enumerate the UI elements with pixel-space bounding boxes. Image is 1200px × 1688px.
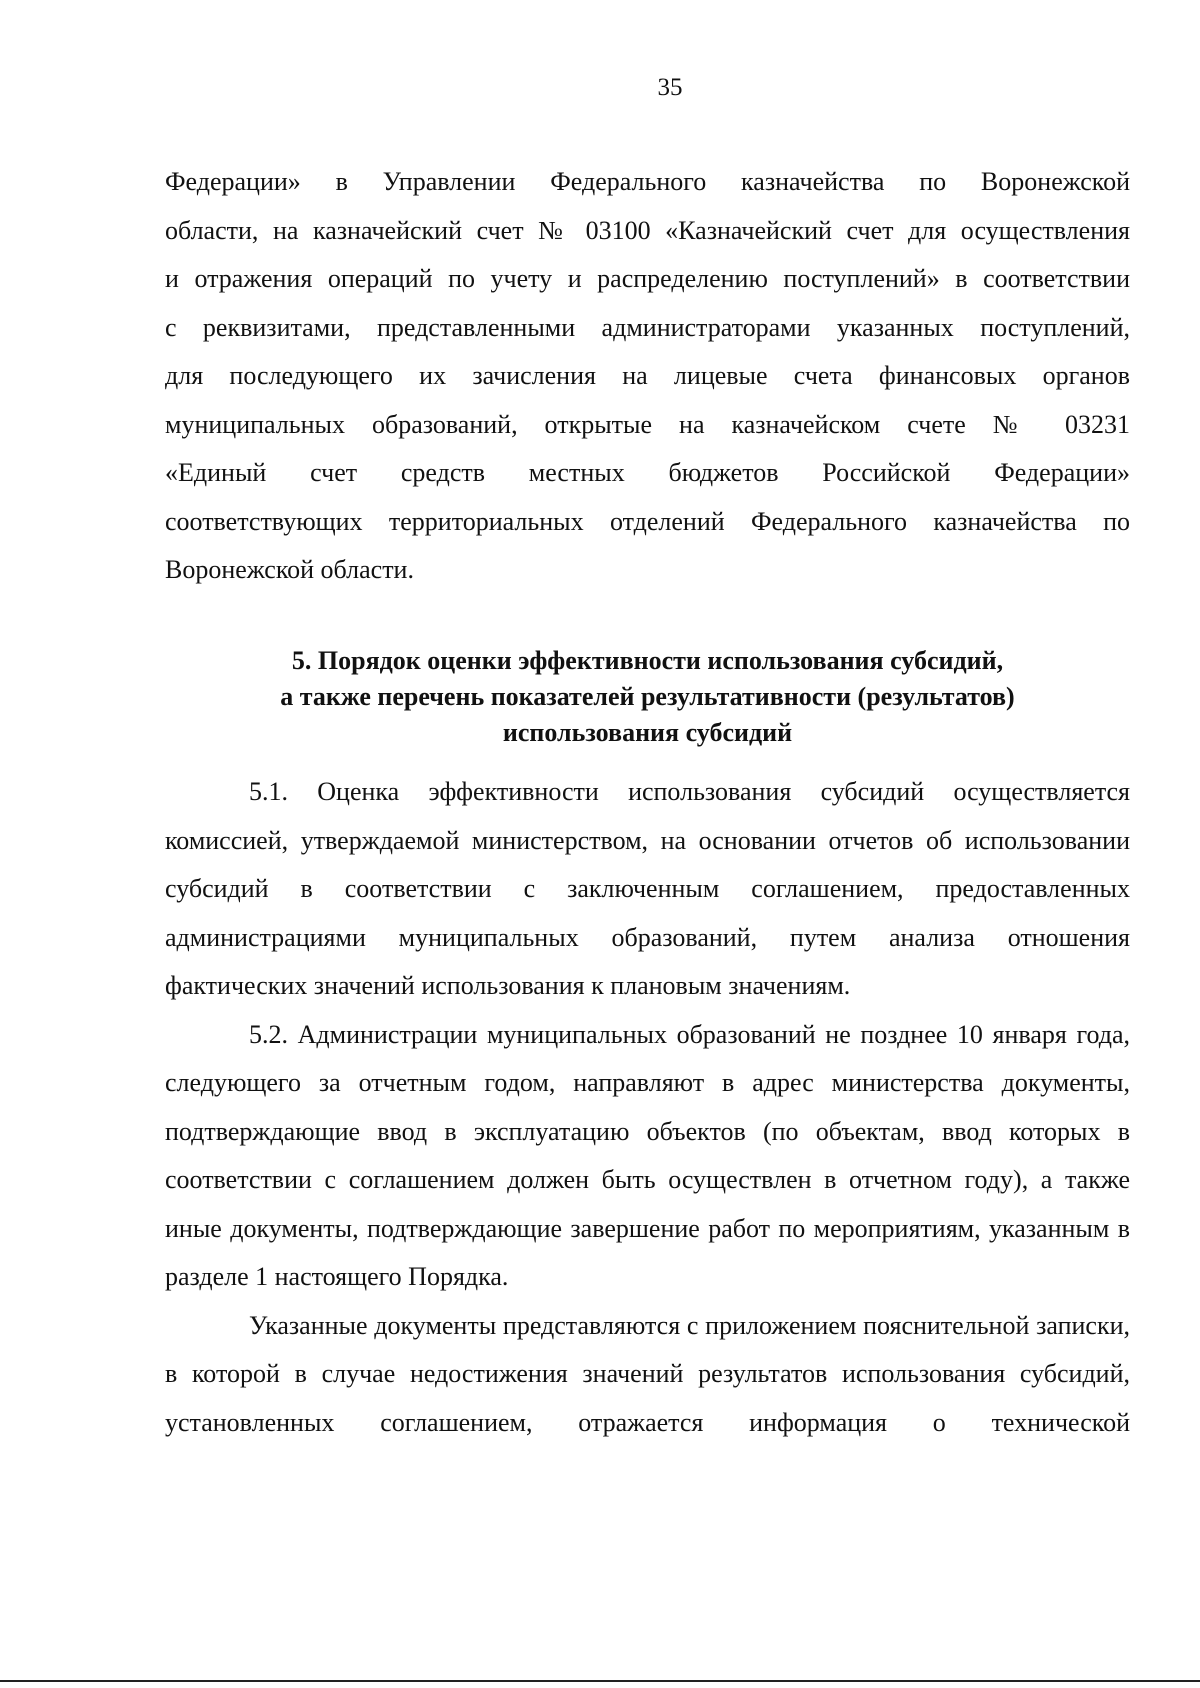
text-line: с реквизитами, представленными администраторами указанных поступлений, bbox=[165, 312, 1130, 342]
continuation-paragraph bbox=[165, 158, 1130, 595]
text-line: для последующего их зачисления на лицевые счета финансовых органов bbox=[165, 361, 1130, 390]
section-body bbox=[165, 768, 1130, 1447]
text-line-last: Воронежской области. bbox=[165, 555, 414, 584]
heading-line: использования субсидий bbox=[502, 718, 793, 747]
page-number: 35 bbox=[657, 74, 683, 101]
paragraph-5-2: 5.2. Администрации муниципальных образований не позднее 10 января года, следующего за отчетным годом, направляют в адрес министерства документы, подтверждающие ввод в эксплуатацию объектов (по объектам, ввод которых в соответствии с соглашением должен быть осуществлен в отчетном году), а также иные документы, подтверждающие завершение работ по мероприятиям, указанным в разделе 1 настоящего Порядка. bbox=[165, 1019, 1130, 1291]
text-line: области, на казначейский счет № 03100 «Казначейский счет для осуществления bbox=[165, 215, 1130, 245]
paragraph-documents: Указанные документы представляются с приложением пояснительной записки, в которой в случае недостижения значений результатов использования субсидий, установленных соглашением, отражается информация о технической bbox=[165, 1310, 1130, 1437]
section-heading bbox=[165, 643, 1130, 751]
heading-line: а также перечень показателей результативности (результатов) bbox=[280, 682, 1015, 711]
heading-line: 5. Порядок оценки эффективности использования субсидий, bbox=[291, 646, 1004, 675]
paragraph-5-1: 5.1. Оценка эффективности использования субсидий осуществляется комиссией, утверждаемой министерством, на основании отчетов об использовании субсидий в соответствии с заключенным соглашением, предоставленных администрациями муниципальных образований, путем анализа отношения фактических значений использования к плановым значениям. bbox=[165, 777, 1130, 1000]
text-line: муниципальных образований, открытые на казначейском счете № 03231 bbox=[165, 409, 1130, 439]
bottom-rule bbox=[0, 1680, 1200, 1682]
text-line: и отражения операций по учету и распределению поступлений» в соответствии bbox=[165, 264, 1130, 293]
text-line: «Единый счет средств местных бюджетов Российской Федерации» bbox=[165, 458, 1130, 487]
text-line: Федерации» в Управлении Федерального казначейства по Воронежской bbox=[165, 167, 1130, 196]
text-line: соответствующих территориальных отделений Федерального казначейства по bbox=[165, 506, 1130, 536]
